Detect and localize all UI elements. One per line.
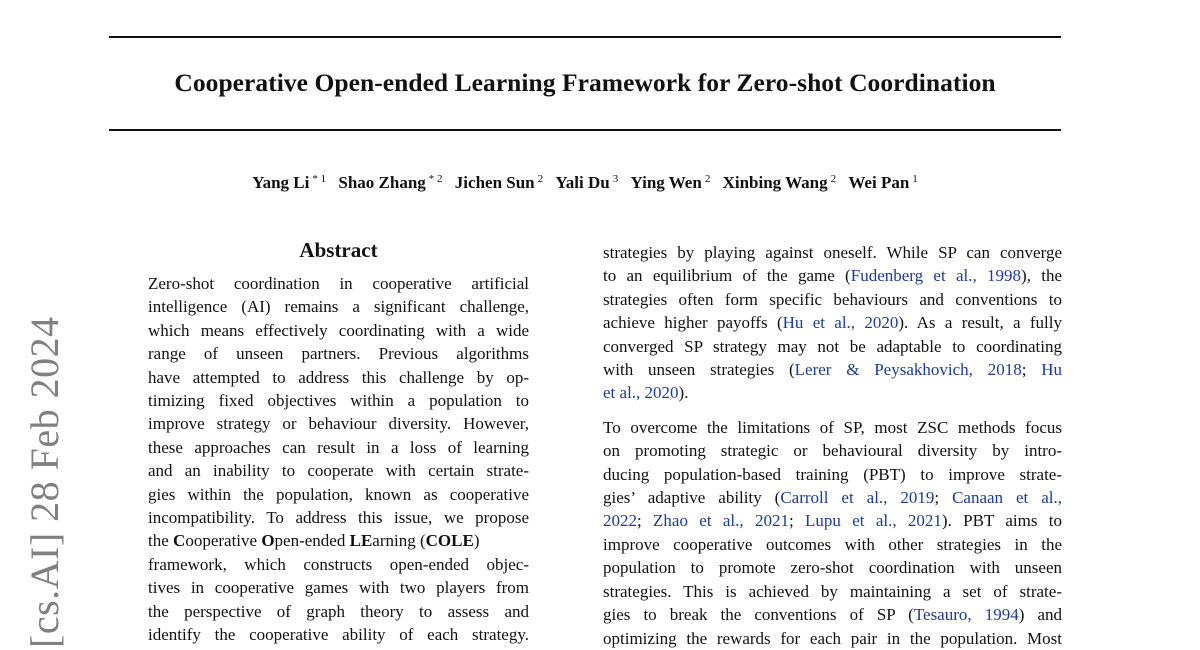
text-fragment: ; [788,511,806,531]
text-fragment: ). As a result, a fully [898,313,1062,333]
abstract-line: range of unseen partners. Previous algorithms [148,344,529,364]
body-line: on promoting strategic or behavioural diversity by intro- [603,441,1062,461]
body-line [603,486,1062,509]
abstract-line: tives in cooperative games with two players from [148,578,529,598]
abstract-line: incompatibility. To address this issue, we propose [148,508,529,528]
abstract-heading: Abstract [299,238,378,262]
abstract-line: the perspective of graph theory to assess and [148,601,529,621]
text-fragment: with unseen strategies ( [603,360,795,380]
abstract-line: improve strategy or behaviour diversity. However, [148,414,529,434]
abstract-line: Zero-shot coordination in cooperative artificial [148,274,529,293]
author-affiliation: 2 [704,173,711,185]
abstract-line: timizing fixed objectives within a population to [148,391,529,411]
author-affiliation: 2 [537,173,544,185]
body-line: strategies often form specific behaviours and conventions to [603,289,1062,309]
author-affiliation: 2 [830,173,837,185]
body-line: improve cooperative outcomes with other strategies in the [603,534,1062,554]
citation-link[interactable]: Canaan et al., [952,488,1062,508]
intro-column [603,241,1062,650]
body-line: strategies by playing against oneself. While SP can converge [603,243,1062,262]
author-name: Shao Zhang [338,173,426,192]
paper-title: Cooperative Open-ended Learning Framework for Zero-shot Coordination [174,68,996,97]
abstract-line: have attempted to address this challenge by op- [148,367,529,387]
text-fragment: ; [934,488,953,508]
author-affiliation: 3 [612,173,619,185]
abstract-line: and an inability to cooperate with certain strate- [148,461,529,481]
author-name: Ying Wen [630,173,702,192]
author-name: Jichen Sun [454,173,535,192]
arxiv-stamp: [cs.AI] 28 Feb 2024 [22,316,67,648]
citation-link[interactable]: Hu [1041,360,1062,380]
text-fragment: pen-ended [274,531,350,551]
text-fragment: ), the [1021,266,1063,286]
paragraph-gap [603,405,1062,416]
title-rule-bottom [109,129,1061,131]
citation-link[interactable]: Hu et al., 2020 [782,313,899,333]
citation-link[interactable]: Carroll et al., 2019 [780,488,935,508]
author [555,173,618,192]
citation-link[interactable]: Tesauro, 1994 [913,605,1019,625]
abstract-line-cole [148,529,529,552]
citation-link[interactable]: 2022 [603,511,637,531]
text-fragment: ) [473,531,480,551]
body-line [603,264,1062,287]
abstract-line: identify the cooperative ability of each strategy. [148,625,529,645]
author [723,173,837,192]
intro-paragraph-2 [603,416,1062,650]
author [252,173,326,192]
body-line [603,381,1062,404]
text-fragment: ). [678,383,689,403]
abstract-line: intelligence (AI) remains a significant challenge, [148,297,529,317]
text-fragment: gies’ adaptive ability ( [603,488,781,508]
author-affiliation: * 2 [428,173,443,185]
text-fragment: arning ( [372,531,426,551]
text-fragment: ) and [1018,605,1062,625]
body-line [603,311,1062,334]
text-fragment: the [148,531,174,551]
acronym-letter: LE [349,531,373,551]
body-line [603,358,1062,381]
citation-link[interactable]: et al., 2020 [603,383,679,403]
acronym: COLE [425,531,474,551]
body-line [603,603,1062,626]
body-line: population to promote zero-shot coordination with unseen [603,558,1062,578]
abstract-line: gies within the population, known as cooperative [148,484,529,504]
author-list [0,173,1170,193]
abstract-line: framework, which constructs open-ended objec- [148,554,529,574]
intro-paragraph-1 [603,241,1062,405]
body-line [603,509,1062,532]
author [455,173,543,192]
citation-link[interactable]: Lupu et al., 2021 [805,511,942,531]
author-name: Wei Pan [848,173,910,192]
text-fragment: ooperative [185,531,262,551]
text-fragment: achieve higher payoffs ( [603,313,783,333]
body-line: strategies. This is achieved by maintaining a set of strate- [603,581,1062,601]
abstract-line: which means effectively coordinating with a wide [148,320,529,340]
acronym-letter: C [173,531,186,551]
text-fragment: ; [637,511,654,531]
author [338,173,442,192]
body-line: optimizing the rewards for each pair in the population. Most [603,628,1062,648]
acronym-letter: O [261,531,275,551]
author [848,173,917,192]
citation-link[interactable]: Fudenberg et al., 1998 [850,266,1022,286]
citation-link[interactable]: Zhao et al., 2021 [653,511,789,531]
text-fragment: ; [1021,360,1042,380]
author [630,173,710,192]
text-fragment: ). PBT aims to [941,511,1062,531]
body-line: ducing population-based training (PBT) to improve strate- [603,464,1062,484]
author-name: Yang Li [252,173,310,192]
abstract-body [148,272,529,647]
body-line: To overcome the limitations of SP, most ZSC methods focus [603,417,1062,437]
author-affiliation: 1 [912,173,918,185]
author-name: Xinbing Wang [722,173,828,192]
abstract-line: these approaches can result in a loss of learning [148,437,529,457]
title-rule-top [109,36,1061,38]
text-fragment: gies to break the conventions of SP ( [603,605,914,625]
body-line: converged SP strategy may not be adaptable to coordinating [603,336,1062,356]
author-name: Yali Du [555,173,610,192]
text-fragment: to an equilibrium of the game ( [603,266,851,286]
citation-link[interactable]: Lerer & Peysakhovich, 2018 [794,360,1022,380]
author-affiliation: * 1 [312,173,327,185]
